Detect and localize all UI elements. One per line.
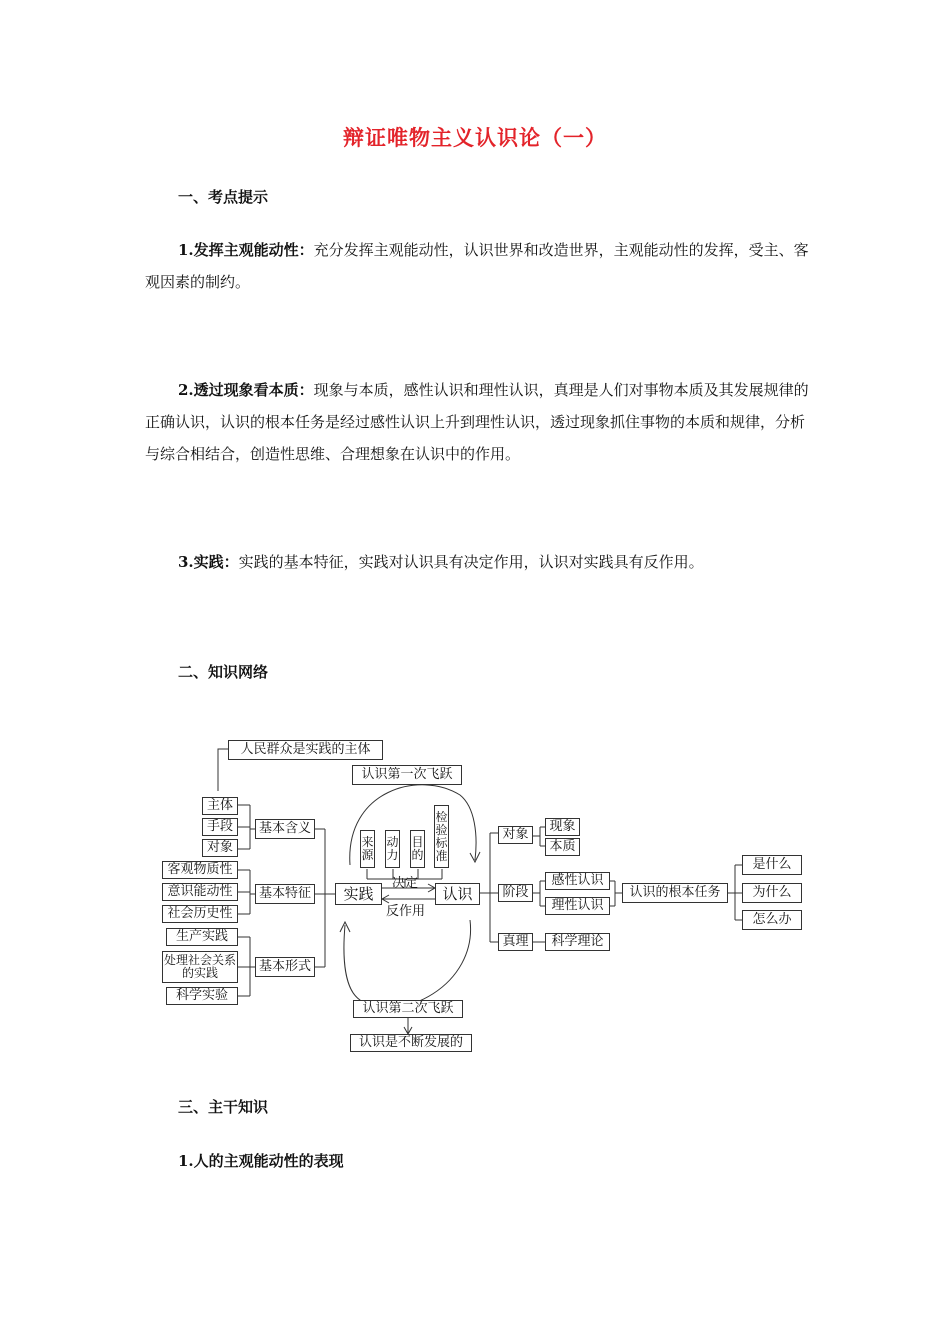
- page-title: 辩证唯物主义认识论（一）: [343, 125, 607, 150]
- point-2: [145, 374, 810, 470]
- knowledge-network-diagram: [160, 735, 810, 1060]
- point-1-text: 充分发挥主观能动性，认识世界和改造世界，主观能动性的发挥，受主、客观因素的制约。: [145, 241, 809, 291]
- essence-box: 本质: [545, 838, 580, 856]
- point-2-label: 2.透过现象看本质：: [178, 381, 314, 399]
- practice-box: 实践: [335, 883, 382, 905]
- point-3-label: 3.实践：: [178, 553, 239, 571]
- obj2-box: 对象: [498, 826, 533, 844]
- section3-sub1: 1.人的主观能动性的表现: [178, 1152, 344, 1170]
- purpose-box: 目的: [410, 830, 425, 868]
- point-3-text: 实践的基本特征，实践对认识具有决定作用，认识对实践具有反作用。: [238, 553, 704, 571]
- point-1-label: 1.发挥主观能动性：: [178, 241, 314, 259]
- test-box: 检验标准: [434, 805, 449, 868]
- social-relations-box: 处理社会关系的实践: [162, 951, 238, 983]
- subject-box: 主体: [202, 797, 238, 815]
- perceptual-box: 感性认识: [545, 872, 610, 890]
- motive-box: 动力: [385, 830, 400, 868]
- masses-box: 人民群众是实践的主体: [228, 740, 383, 760]
- stage-box: 阶段: [498, 884, 533, 902]
- cognition-box: 认识: [435, 883, 480, 905]
- section2-heading: 二、知识网络: [178, 663, 269, 681]
- phenomenon-box: 现象: [545, 818, 580, 836]
- point-3: [145, 546, 810, 578]
- social-box: 社会历史性: [162, 905, 238, 923]
- basic-features-box: 基本特征: [255, 884, 315, 904]
- developing-box: 认识是不断发展的: [350, 1034, 472, 1052]
- objective-box: 客观物质性: [162, 861, 238, 879]
- object-box: 对象: [202, 839, 238, 857]
- point-1: [145, 234, 810, 298]
- second-leap-box: 认识第二次飞跃: [353, 1000, 463, 1018]
- what-box: 是什么: [742, 855, 802, 875]
- sci-theory-box: 科学理论: [545, 933, 610, 951]
- basic-meaning-box: 基本含义: [255, 819, 315, 839]
- reaction-label: 反作用: [386, 904, 426, 919]
- task-box: 认识的根本任务: [622, 883, 728, 903]
- section1-heading: 一、考点提示: [178, 188, 269, 206]
- conscious-box: 意识能动性: [162, 883, 238, 901]
- rational-box: 理性认识: [545, 897, 610, 915]
- first-leap-box: 认识第一次飞跃: [352, 765, 462, 785]
- production-box: 生产实践: [166, 928, 238, 946]
- why-box: 为什么: [742, 883, 802, 903]
- point-2-text: 现象与本质，感性认识和理性认识，真理是人们对事物本质及其发展规律的正确认识，认识的根本任务是经过感性认识上升到理性认识，透过现象抓住事物的本质和规律，分析与综合相结合，创造性思维、合理想象在认识中的作用。: [145, 381, 809, 463]
- means-box: 手段: [202, 818, 238, 836]
- how-box: 怎么办: [742, 910, 802, 930]
- truth-box: 真理: [498, 933, 533, 951]
- decide-label: 决定: [392, 876, 419, 891]
- section3-heading: 三、主干知识: [178, 1098, 269, 1116]
- basic-forms-box: 基本形式: [255, 957, 315, 977]
- science-exp-box: 科学实验: [166, 987, 238, 1005]
- source-box: 来源: [360, 830, 375, 868]
